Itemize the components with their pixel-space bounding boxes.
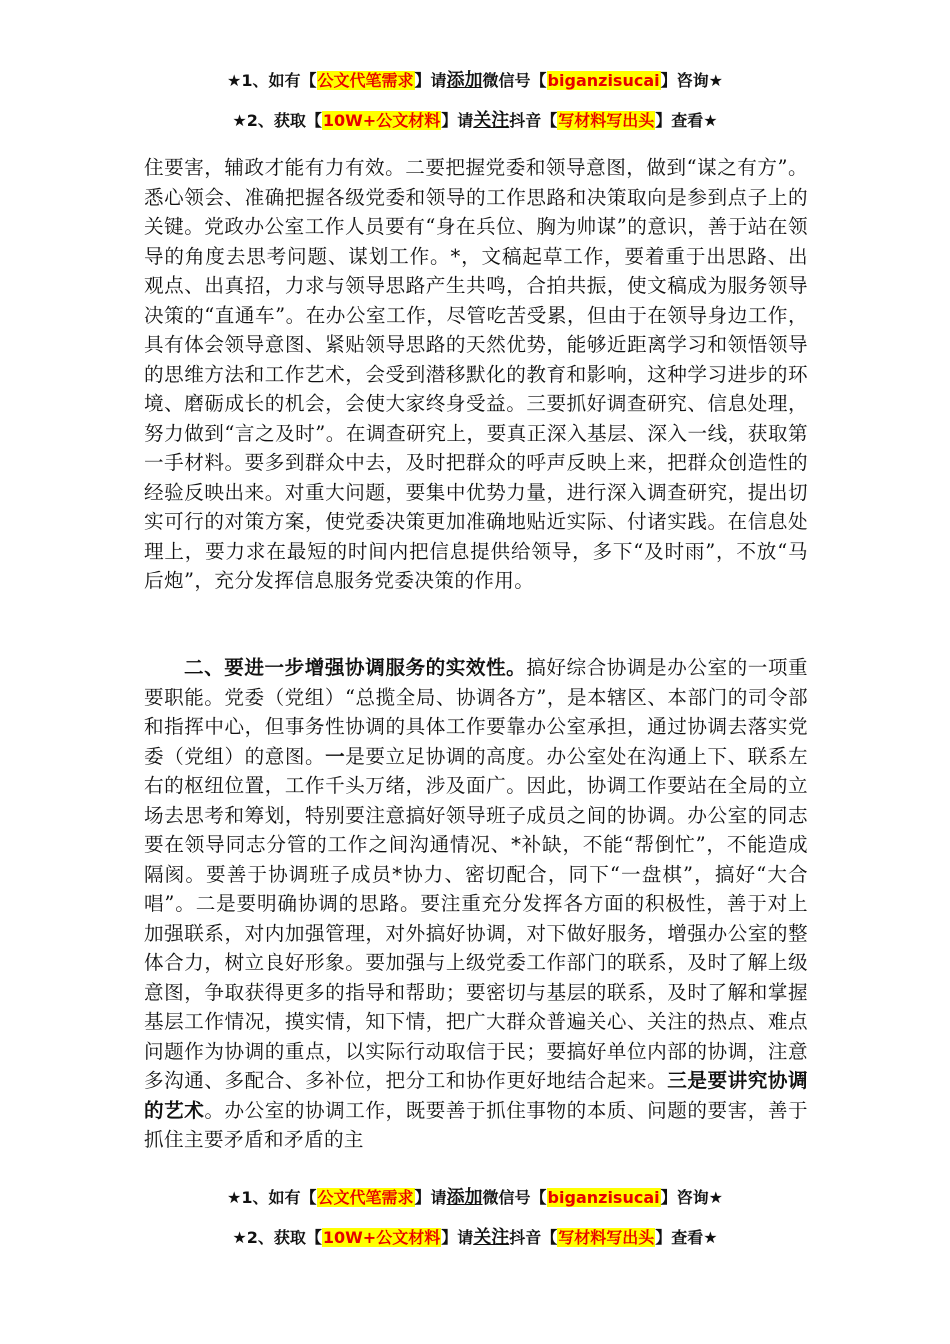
- emphasis-add: 添加: [446, 1187, 483, 1208]
- banner-text: 微信号【: [482, 71, 547, 90]
- banner-bottom-line-1: [0, 1187, 950, 1209]
- banner-text: ★2、获取【: [232, 111, 322, 130]
- banner-text: ★2、获取【: [232, 1228, 322, 1247]
- highlight-wechat-id: biganzisucai: [547, 1188, 660, 1207]
- paragraph-text: 是要立足协调的高度。办公室处在沟通上下、联系左右的枢纽位置，工作千头万绪，涉及面广。因此，协调工作要站在全局的立场去思考和筹划，特别要注意搞好领导班子成员之间的协调。办公室的同志要在领导同志分管的工作之间沟通情况、*补缺，不能“帮倒忙”，不能造成隔阂。要善于协调班子成员*协力、密切配合，同下“一盘棋”，搞好“大合唱”。二是要明确协调的思路。要注重充分发挥各方面的积极性，善于对上加强联系，对内加强管理，对外搞好协调，对下做好服务，增强办公室的整体合力，树立良好形象。要加强与上级党委工作部门的联系，及时了解上级意图，争取获得更多的指导和帮助；要密切与基层的联系，及时了解和掌握基层工作情况，摸实情，知下情，把广大群众普遍关心、关注的热点、难点问题作为协调的重点，以实际行动取信于民；要搞好单位内部的协调，注意多沟通、多配合、多补位，把分工和协作更好地结合起来。: [144, 744, 808, 1092]
- highlight-materials: 10W+公文材料: [322, 1228, 441, 1247]
- highlight-service: 公文代笔需求: [317, 1188, 414, 1207]
- highlight-wechat-id: biganzisucai: [547, 71, 660, 90]
- highlight-service: 公文代笔需求: [317, 71, 414, 90]
- banner-text: 抖音【: [509, 111, 558, 130]
- banner-text: 】咨询★: [660, 71, 723, 90]
- banner-bottom-line-2: [0, 1227, 950, 1249]
- paragraph-text: 搞好综合协调是办公室的一项重要职能。党委（党组）“总揽全局、协调各方”，是本辖区、本部门的司令部和指挥中心，但事务性协调的具体工作要靠办公室承担，通过协调去落实党委（党组）的意图。: [144, 656, 808, 768]
- banner-text: ★1、如有【: [227, 1188, 317, 1207]
- paragraph-2: [144, 653, 808, 1155]
- section-heading: 二、要进一步增强协调服务的实效性。: [184, 656, 527, 679]
- highlight-douyin: 写材料写出头: [558, 1228, 655, 1247]
- banner-top-line-2: [0, 110, 950, 132]
- banner-text: 】请: [414, 1188, 447, 1207]
- paragraph-1: 住要害，辅政才能有力有效。二要把握党委和领导意图，做到“谋之有方”。悉心领会、准确把握各级党委和领导的工作思路和决策取向是参到点子上的关键。党政办公室工作人员要有“身在兵位、胸为帅谋”的意识，善于站在领导的角度去思考问题、谋划工作。*，文稿起草工作，要着重于出思路、出观点、出真招，力求与领导思路产生共鸣，合拍共振，使文稿成为服务领导决策的“直通车”。在办公室工作，尽管吃苦受累，但由于在领导身边工作，具有体会领导意图、紧贴领导思路的天然优势，能够近距离学习和领悟领导的思维方法和工作艺术，会受到潜移默化的教育和影响，这种学习进步的环境、磨砺成长的机会，会使大家终身受益。三要抓好调查研究、信息处理，努力做到“言之及时”。在调查研究上，要真正深入基层、深入一线，获取第一手材料。要多到群众中去，及时把群众的呼声反映上来，把群众创造性的经验反映出来。对重大问题，要集中优势力量，进行深入调查研究，提出切实可行的对策方案，使党委决策更加准确地贴近实际、付诸实践。在信息处理上，要力求在最短的时间内把信息提供给领导，多下“及时雨”，不放“马后炮”，充分发挥信息服务党委决策的作用。: [144, 156, 808, 592]
- banner-text: 】咨询★: [660, 1188, 723, 1207]
- banner-text: 】请: [414, 71, 447, 90]
- emphasis-add: 添加: [446, 70, 483, 91]
- banner-text: 】查看★: [655, 1228, 718, 1247]
- highlight-douyin: 写材料写出头: [558, 111, 655, 130]
- banner-text: ★1、如有【: [227, 71, 317, 90]
- highlight-materials: 10W+公文材料: [322, 111, 441, 130]
- bold-marker: 一: [325, 744, 346, 768]
- banner-top-line-1: [0, 70, 950, 92]
- banner-text: 抖音【: [509, 1228, 558, 1247]
- bold-subheading: 三是要讲究协调的艺术: [144, 1069, 808, 1122]
- banner-text: 微信号【: [482, 1188, 547, 1207]
- banner-text: 】查看★: [655, 111, 718, 130]
- banner-text: 】请: [441, 111, 474, 130]
- emphasis-follow: 关注: [473, 1227, 510, 1248]
- banner-text: 】请: [441, 1228, 474, 1247]
- emphasis-follow: 关注: [473, 110, 510, 131]
- paragraph-text: 。办公室的协调工作，既要善于抓住事物的本质、问题的要害，善于抓住主要矛盾和矛盾的主: [144, 1098, 809, 1151]
